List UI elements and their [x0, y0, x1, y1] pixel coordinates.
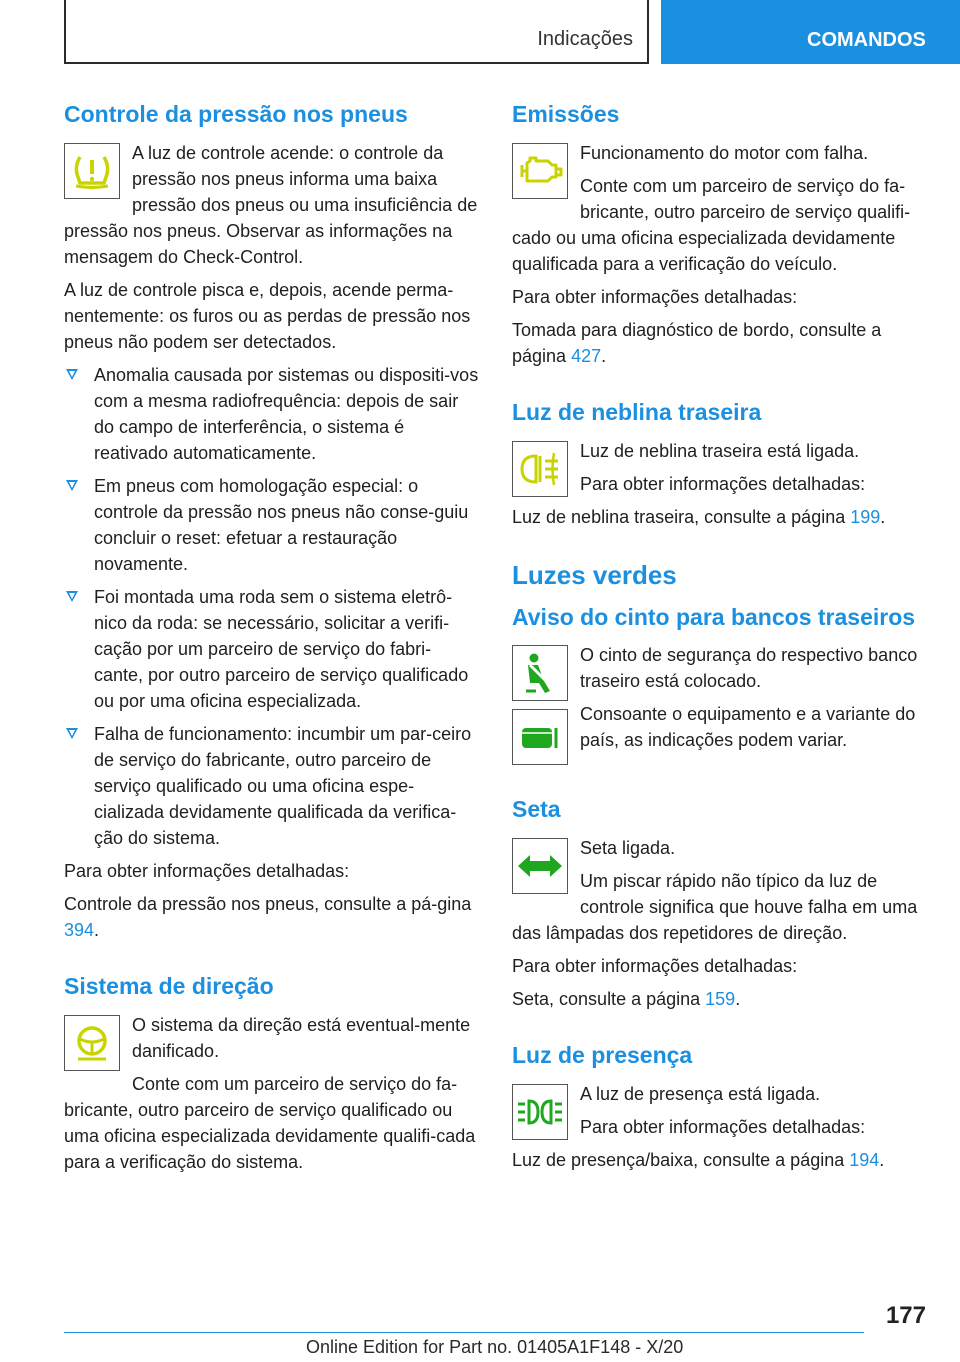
list-item: Foi montada uma roda sem o sistema eletrô-nico da roda: se necessário, solicitar a verifi-cação por um parceiro de serviço do fabri-cante, por outro parceiro de serviço qualificado ou por uma oficina especializada.: [64, 584, 480, 714]
tire-pressure-more: Para obter informações detalhadas:: [64, 860, 350, 881]
parking-light-reference: Luz de presença/baixa, consulte a página 194.: [512, 1150, 885, 1171]
bullet-triangle-icon: [66, 728, 78, 739]
turn-signal-heading: Seta: [512, 796, 561, 823]
bullet-triangle-icon: [66, 369, 78, 380]
left-column: [64, 100, 480, 1182]
rear-fog-more: Para obter informações detalhadas:: [580, 473, 866, 494]
seatbelt-text-2: Consoante o equipamento e a variante do país, as indicações podem variar.: [580, 704, 916, 751]
tire-pressure-text-1: A luz de controle acende: o controle da pressão nos pneus informa uma baixa pressão dos pneus ou uma insuficiência de pressão nos pneus. Observar as informações na mensagem do Check-Control.: [64, 142, 478, 267]
rear-seat-icon: [512, 709, 568, 765]
parking-light-text-1: A luz de presença está ligada.: [580, 1084, 821, 1105]
engine-icon: [512, 143, 568, 199]
header-chapter-tab: [661, 0, 960, 64]
bullet-triangle-icon: [66, 591, 78, 602]
rear-fog-text-1: Luz de neblina traseira está ligada.: [580, 440, 860, 461]
tire-pressure-text-2: A luz de controle pisca e, depois, acende perma-nentemente: os furos ou as perdas de pressão nos pneus não podem ser detectados.: [64, 279, 471, 352]
header-chapter-label: COMANDOS: [807, 29, 926, 51]
turn-signal-text-1: Seta ligada.: [580, 838, 676, 859]
page-link-199[interactable]: 199: [850, 506, 881, 527]
page-link-394[interactable]: 394: [64, 919, 95, 940]
green-lights-heading: Luzes verdes: [512, 559, 677, 590]
seatbelt-text-1: O cinto de segurança do respectivo banco traseiro está colocado.: [580, 645, 918, 692]
footer-edition: Online Edition for Part no. 01405A1F148 - X/20: [306, 1337, 684, 1357]
bullet-triangle-icon: [66, 480, 78, 491]
emissions-heading: Emissões: [512, 101, 620, 127]
list-item: Em pneus com homologação especial: o controle da pressão nos pneus não conse-guiu concluir o reset: efetuar a restauração novamente.: [64, 473, 480, 577]
seatbelt-icon: [512, 645, 568, 701]
list-item: Anomalia causada por sistemas ou dispositi-vos com a mesma radiofrequência: depois de sair do campo de interferência, o sistema é reativado automaticamente.: [64, 362, 480, 466]
rear-fog-reference: Luz de neblina traseira, consulte a página 199.: [512, 506, 886, 527]
page-link-194[interactable]: 194: [849, 1150, 880, 1171]
steering-heading: Sistema de direção: [64, 972, 274, 999]
right-column: [512, 100, 932, 1180]
steering-text-1: O sistema da direção está eventual-mente danificado.: [132, 1014, 471, 1061]
seatbelt-heading: Aviso do cinto para bancos traseiros: [512, 603, 916, 630]
rear-fog-icon: [512, 441, 568, 497]
emissions-more: Para obter informações detalhadas:: [512, 286, 798, 307]
turn-signal-reference: Seta, consulte a página 159.: [512, 989, 741, 1010]
parking-light-more: Para obter informações detalhadas:: [580, 1117, 866, 1138]
rear-fog-heading: Luz de neblina traseira: [512, 398, 762, 425]
parking-light-heading: Luz de presença: [512, 1042, 693, 1069]
parking-light-icon: [512, 1084, 568, 1140]
seatbelt-icon-group: [512, 642, 568, 773]
turn-signal-more: Para obter informações detalhadas:: [512, 956, 798, 977]
turn-signal-text-2: Um piscar rápido não típico da luz de controle significa que houve falha em uma das lâmpadas dos repetidores de direção.: [512, 871, 918, 944]
emissions-text-2: Conte com um parceiro de serviço do fa-bricante, outro parceiro de serviço qualifi-cado ou uma oficina especializada devidamente qualificada para a verificação do veículo.: [512, 175, 911, 274]
header-section-label: Indicações: [537, 28, 633, 50]
page-link-427[interactable]: 427: [571, 345, 602, 366]
header-section-tab: [64, 0, 649, 64]
tire-pressure-reference: Controle da pressão nos pneus, consulte a pá-gina 394.: [64, 893, 472, 940]
footer-divider: [64, 1332, 864, 1333]
steering-icon: [64, 1015, 120, 1071]
page-number: 177: [885, 1302, 926, 1329]
turn-signal-icon: [512, 838, 568, 894]
tire-pressure-icon: [64, 143, 120, 199]
tire-pressure-list: [64, 362, 480, 851]
emissions-text-1: Funcionamento do motor com falha.: [580, 142, 869, 163]
tire-pressure-heading: Controle da pressão nos pneus: [64, 101, 408, 127]
steering-text-2: Conte com um parceiro de serviço do fa-bricante, outro parceiro de serviço qualificado ou uma oficina especializada devidamente qualifi-cada para a verificação do sistema.: [64, 1073, 476, 1172]
emissions-reference: Tomada para diagnóstico de bordo, consulte a página 427.: [512, 319, 882, 366]
page-link-159[interactable]: 159: [705, 989, 736, 1010]
list-item: Falha de funcionamento: incumbir um par-ceiro de serviço do fabricante, outro parceiro de serviço qualificado ou uma oficina espe-cializada devidamente qualificada da verifica-ção do sistema.: [64, 721, 480, 851]
